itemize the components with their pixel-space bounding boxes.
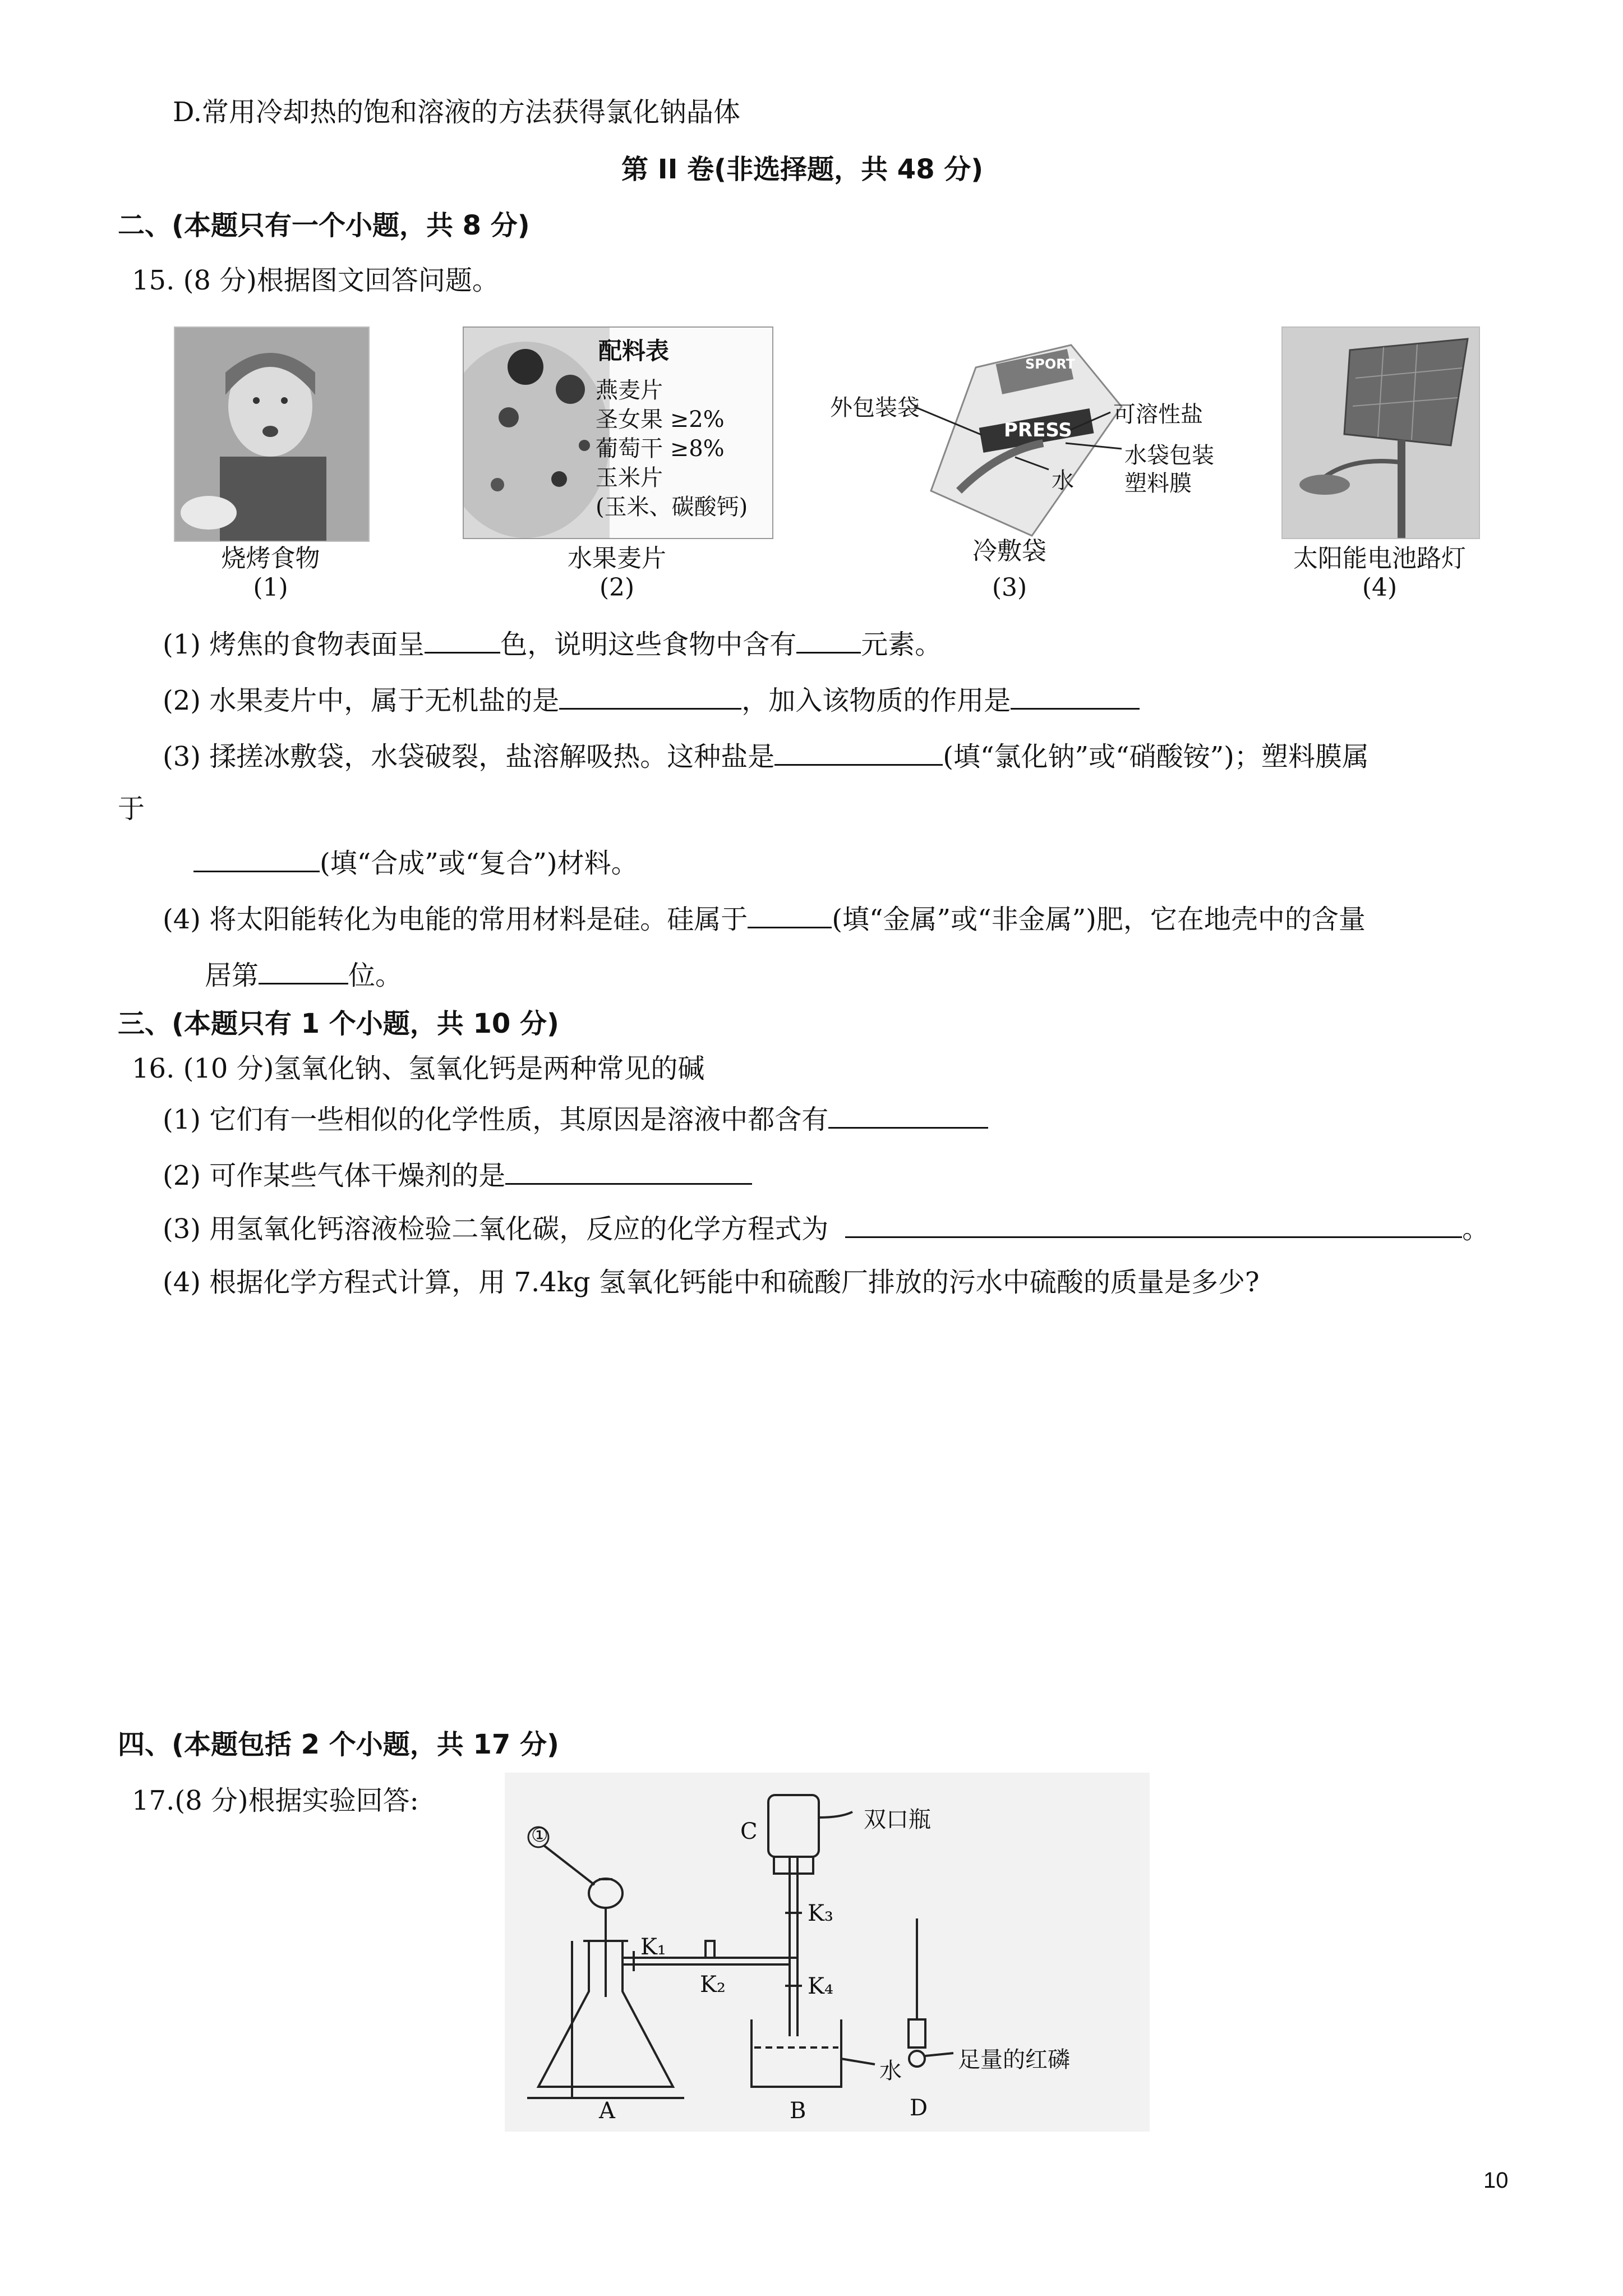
- q15-stem: 15. (8 分)根据图文回答问题。: [132, 265, 499, 296]
- answer-blank[interactable]: [774, 739, 943, 766]
- figure4-caption: 太阳能电池路灯: [1293, 544, 1466, 573]
- q16-sub4: (4) 根据化学方程式计算，用 7.4kg 氢氧化钙能中和硫酸厂排放的污水中硫酸的质量是多少?: [163, 1267, 1260, 1298]
- label-red-phosphorus: 足量的红磷: [958, 2047, 1070, 2073]
- q15-sub4-d: 位。: [348, 960, 403, 991]
- girl-illustration: [175, 328, 368, 541]
- label-k4: K₄: [808, 1973, 833, 1999]
- q15-sub4: [163, 902, 1366, 936]
- section3-heading: 三、(本题只有 1 个小题，共 10 分): [118, 1008, 559, 1039]
- ingredient-5: (玉米、碳酸钙): [596, 494, 748, 520]
- q16-sub1: [163, 1102, 988, 1137]
- q15-sub3-b: (填“氯化钠”或“硝酸铵”)；塑料膜属: [943, 741, 1369, 772]
- q15-sub2-a: (2) 水果麦片中，属于无机盐的是: [163, 685, 560, 716]
- label-water: 水: [879, 2058, 902, 2084]
- label-soluble-salt: 可溶性盐: [1113, 402, 1203, 427]
- figure-solar-streetlight: [1281, 326, 1480, 539]
- apparatus-drawing: [505, 1773, 1150, 2132]
- q15-sub4-b: (填“金属”或“非金属”)肥，它在地壳中的含量: [832, 904, 1366, 935]
- q15-sub3: [163, 739, 1369, 774]
- press-text: PRESS: [1004, 419, 1072, 441]
- page-number: 10: [1483, 2168, 1509, 2193]
- label-d: D: [910, 2095, 928, 2121]
- label-circle-1: ①: [531, 1824, 548, 1847]
- volume-title: 第 II 卷(非选择题，共 48 分): [621, 154, 984, 185]
- answer-blank[interactable]: [1011, 683, 1140, 710]
- q15-sub3-d: (填“合成”或“复合”)材料。: [320, 848, 638, 879]
- answer-blank[interactable]: [193, 846, 320, 872]
- label-outer-bag: 外包装袋: [830, 395, 920, 421]
- ingredient-1: 燕麦片: [596, 378, 663, 403]
- q15-sub3-c: 于: [118, 793, 145, 825]
- ingredient-2: 圣女果 ≥2%: [596, 407, 725, 432]
- figure1-caption: 烧烤食物: [221, 544, 320, 573]
- option-d: D.常用冷却热的饱和溶液的方法获得氯化钠晶体: [173, 96, 741, 128]
- cereal-bowl-illustration: [464, 328, 610, 538]
- answer-blank[interactable]: [425, 627, 500, 654]
- q16-sub2-text: (2) 可作某些气体干燥剂的是: [163, 1160, 506, 1191]
- label-k1: K₁: [640, 1934, 666, 1960]
- figure3-caption: 冷敷袋: [972, 537, 1046, 565]
- label-a: A: [599, 2098, 615, 2124]
- answer-blank[interactable]: [796, 627, 861, 654]
- q16-sub3-b: 。: [1462, 1213, 1490, 1245]
- experiment-apparatus: [505, 1773, 1150, 2132]
- q15-sub1: [163, 627, 942, 661]
- figure-grilled-food-photo: [174, 326, 370, 542]
- figure1-number: (1): [253, 573, 288, 602]
- ingredient-4: 玉米片: [596, 465, 663, 491]
- label-water: 水: [1052, 468, 1074, 494]
- q15-sub3-cont: [193, 846, 638, 880]
- sport-logo-text: SPORT: [1025, 356, 1076, 372]
- ingredient-table-title: 配料表: [598, 337, 670, 365]
- q16-sub3: [163, 1212, 1489, 1246]
- figure3-number: (3): [992, 573, 1027, 602]
- label-k3: K₃: [808, 1901, 833, 1926]
- figure-cold-pack: [830, 323, 1223, 541]
- ingredient-3: 葡萄干 ≥8%: [596, 436, 725, 462]
- q17-stem: 17.(8 分)根据实验回答:: [132, 1785, 419, 1816]
- label-plastic-film: 塑料膜: [1124, 471, 1192, 496]
- q15-sub1-c: 元素。: [861, 629, 942, 660]
- q15-sub1-b: 色，说明这些食物中含有: [500, 629, 797, 660]
- figure-fruit-cereal: [463, 326, 773, 539]
- answer-blank[interactable]: [828, 1102, 988, 1129]
- label-water-bag: 水袋包装: [1124, 443, 1214, 468]
- answer-blank[interactable]: [559, 683, 741, 710]
- q16-stem: 16. (10 分)氢氧化钠、氢氧化钙是两种常见的碱: [132, 1053, 705, 1084]
- q15-sub2-b: ，加入该物质的作用是: [741, 685, 1011, 716]
- section4-heading: 四、(本题包括 2 个小题，共 17 分): [118, 1729, 559, 1760]
- q16-sub2: [163, 1158, 752, 1193]
- figure2-number: (2): [599, 573, 635, 602]
- section2-heading: 二、(本题只有一个小题，共 8 分): [118, 210, 530, 241]
- solar-light-illustration: [1283, 328, 1479, 538]
- figure4-number: (4): [1362, 573, 1398, 602]
- q16-sub1-text: (1) 它们有一些相似的化学性质，其原因是溶液中都含有: [163, 1104, 829, 1135]
- q15-sub1-a: (1) 烤焦的食物表面呈: [163, 629, 425, 660]
- answer-blank[interactable]: [505, 1158, 752, 1185]
- q15-sub4-c: 居第: [205, 960, 259, 991]
- label-b: B: [790, 2098, 806, 2124]
- q16-sub3-a: (3) 用氢氧化钙溶液检验二氧化碳，反应的化学方程式为: [163, 1213, 829, 1245]
- label-c: C: [740, 1819, 758, 1844]
- label-two-neck-bottle: 双口瓶: [864, 1807, 931, 1833]
- answer-blank[interactable]: [748, 902, 832, 928]
- answer-blank[interactable]: [259, 958, 348, 984]
- q15-sub4-a: (4) 将太阳能转化为电能的常用材料是硅。硅属于: [163, 904, 748, 935]
- q15-sub4-cont: [205, 958, 402, 992]
- answer-blank[interactable]: [845, 1212, 1462, 1238]
- q15-sub2: [163, 683, 1140, 717]
- label-k2: K₂: [700, 1972, 726, 1998]
- q15-sub3-a: (3) 揉搓冰敷袋，水袋破裂，盐溶解吸热。这种盐是: [163, 741, 775, 772]
- figure2-caption: 水果麦片: [568, 544, 666, 573]
